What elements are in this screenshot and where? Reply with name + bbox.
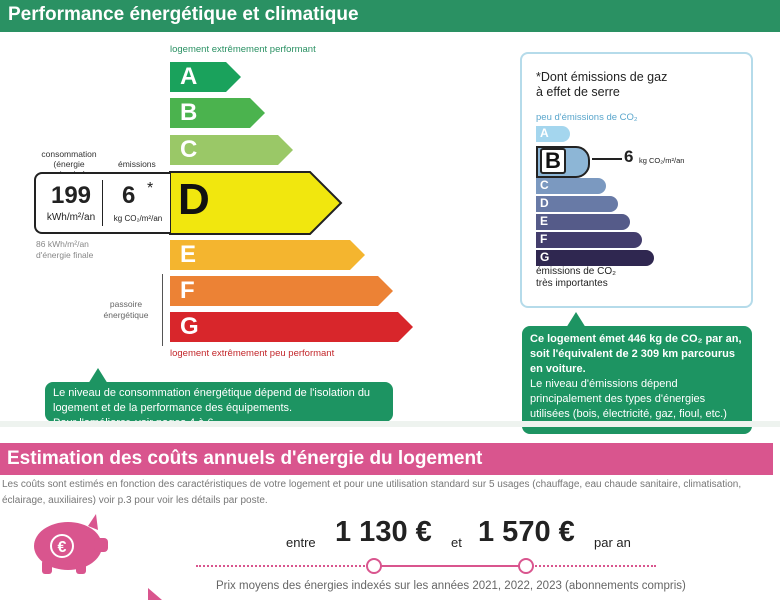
co2-class-d (536, 196, 618, 212)
co2-bottom-label: émissions de CO₂ très importantes (536, 266, 617, 289)
co2-class-letter: D (540, 196, 549, 210)
consumption-value: 199 (50, 182, 92, 209)
costs-title: Estimation des coûts annuels d'énergie du logement (7, 448, 483, 469)
costs-per-year: par an (594, 535, 631, 550)
emissions-label: émissions (118, 159, 156, 169)
callout-right-text: Le niveau d'émissions dépend principalement des types d'énergies utilisées (bois, électricité, gaz, fioul, etc.) (530, 378, 727, 420)
energy-class-e (170, 240, 365, 270)
callout-right (522, 326, 752, 434)
co2-class-c (536, 178, 606, 194)
energy-bottom-label: logement extrêmement peu performant (170, 348, 335, 359)
passoire-label: passoire énergétique (103, 299, 149, 320)
emissions-star: * (147, 180, 154, 197)
consumption-label: consommation (énergie (41, 149, 97, 169)
energy-class-d (170, 172, 341, 234)
costs-note: Prix moyens des énergies indexés sur les années 2021, 2022, 2023 (abonnements compris) (216, 580, 686, 592)
callout-right-bold: Ce logement émet 446 kg de CO₂ par an, soit l'équivalent de 2 309 km parcourus en voiture. (530, 333, 742, 375)
euro-symbol: € (57, 539, 67, 556)
co2-top-label: peu d'émissions de CO₂ (536, 112, 638, 123)
energy-class-a (170, 62, 241, 92)
costs-intro: Les coûts sont estimés en fonction des caractéristiques de votre logement et pour une utilisation standard sur 5 usages (chauffage, eau chaude sanitaire, climatisation, éclairage, auxiliaires) voir p.3 pour voir les détails par poste. (2, 479, 742, 506)
energy-class-letter: G (180, 313, 199, 340)
emissions-unit: kg CO₂/m²/an (113, 214, 163, 223)
co2-class-f (536, 232, 642, 248)
box-divider (102, 180, 103, 226)
energy-class-g (170, 312, 413, 342)
costs-high: 1 570 € (478, 516, 575, 548)
energy-class-c (170, 135, 293, 165)
energy-class-b (170, 98, 265, 128)
current-class-box (34, 172, 170, 234)
callout-left (45, 382, 393, 422)
callout-left-text: Le niveau de consommation énergétique dépend de l'isolation du logement et de la performance des équipements. (53, 387, 371, 414)
co2-class-e (536, 214, 630, 230)
cost-range-max-marker (518, 558, 534, 574)
co2-pointer-line (592, 158, 622, 160)
section-separator (0, 421, 780, 427)
cost-range-bar (374, 565, 526, 567)
co2-class-letter: F (540, 232, 548, 246)
energy-class-letter: B (180, 99, 198, 126)
costs-low: 1 130 € (335, 516, 432, 548)
final-energy: 86 kWh/m²/an d'énergie finale (36, 239, 94, 260)
co2-class-g (536, 250, 654, 266)
section-title: Performance énergétique et climatique (8, 4, 359, 25)
co2-note: *Dont émissions de gaz à effet de serre (536, 70, 668, 99)
costs-et: et (451, 535, 462, 550)
co2-class-letter: E (540, 214, 549, 228)
energy-class-f (170, 276, 393, 306)
co2-unit: kg CO₂/m²/an (639, 156, 685, 165)
page-arrow-icon (148, 588, 164, 600)
co2-class-letter: G (540, 250, 550, 264)
energy-class-letter: D (178, 175, 210, 224)
cost-range-min-marker (366, 558, 382, 574)
co2-class-letter: C (540, 178, 549, 192)
co2-class-b (536, 146, 590, 178)
section-header-costs (0, 443, 773, 475)
co2-class-letter: B (540, 148, 566, 174)
energy-top-label: logement extrêmement performant (170, 44, 316, 55)
section-header-performance (0, 0, 780, 32)
co2-class-a (536, 126, 570, 142)
emissions-value: 6 (122, 182, 136, 209)
co2-panel (520, 52, 753, 308)
energy-class-letter: F (180, 277, 195, 304)
costs-entre: entre (286, 535, 316, 550)
energy-class-letter: E (180, 241, 197, 268)
consumption-unit: kWh/m²/an (46, 212, 96, 223)
energy-class-letter: A (180, 63, 198, 90)
passoire-bracket (162, 274, 163, 346)
energy-class-letter: C (180, 136, 198, 163)
co2-value: 6 (624, 147, 634, 166)
co2-class-letter: A (540, 126, 549, 140)
piggy-bank-icon (28, 512, 118, 576)
